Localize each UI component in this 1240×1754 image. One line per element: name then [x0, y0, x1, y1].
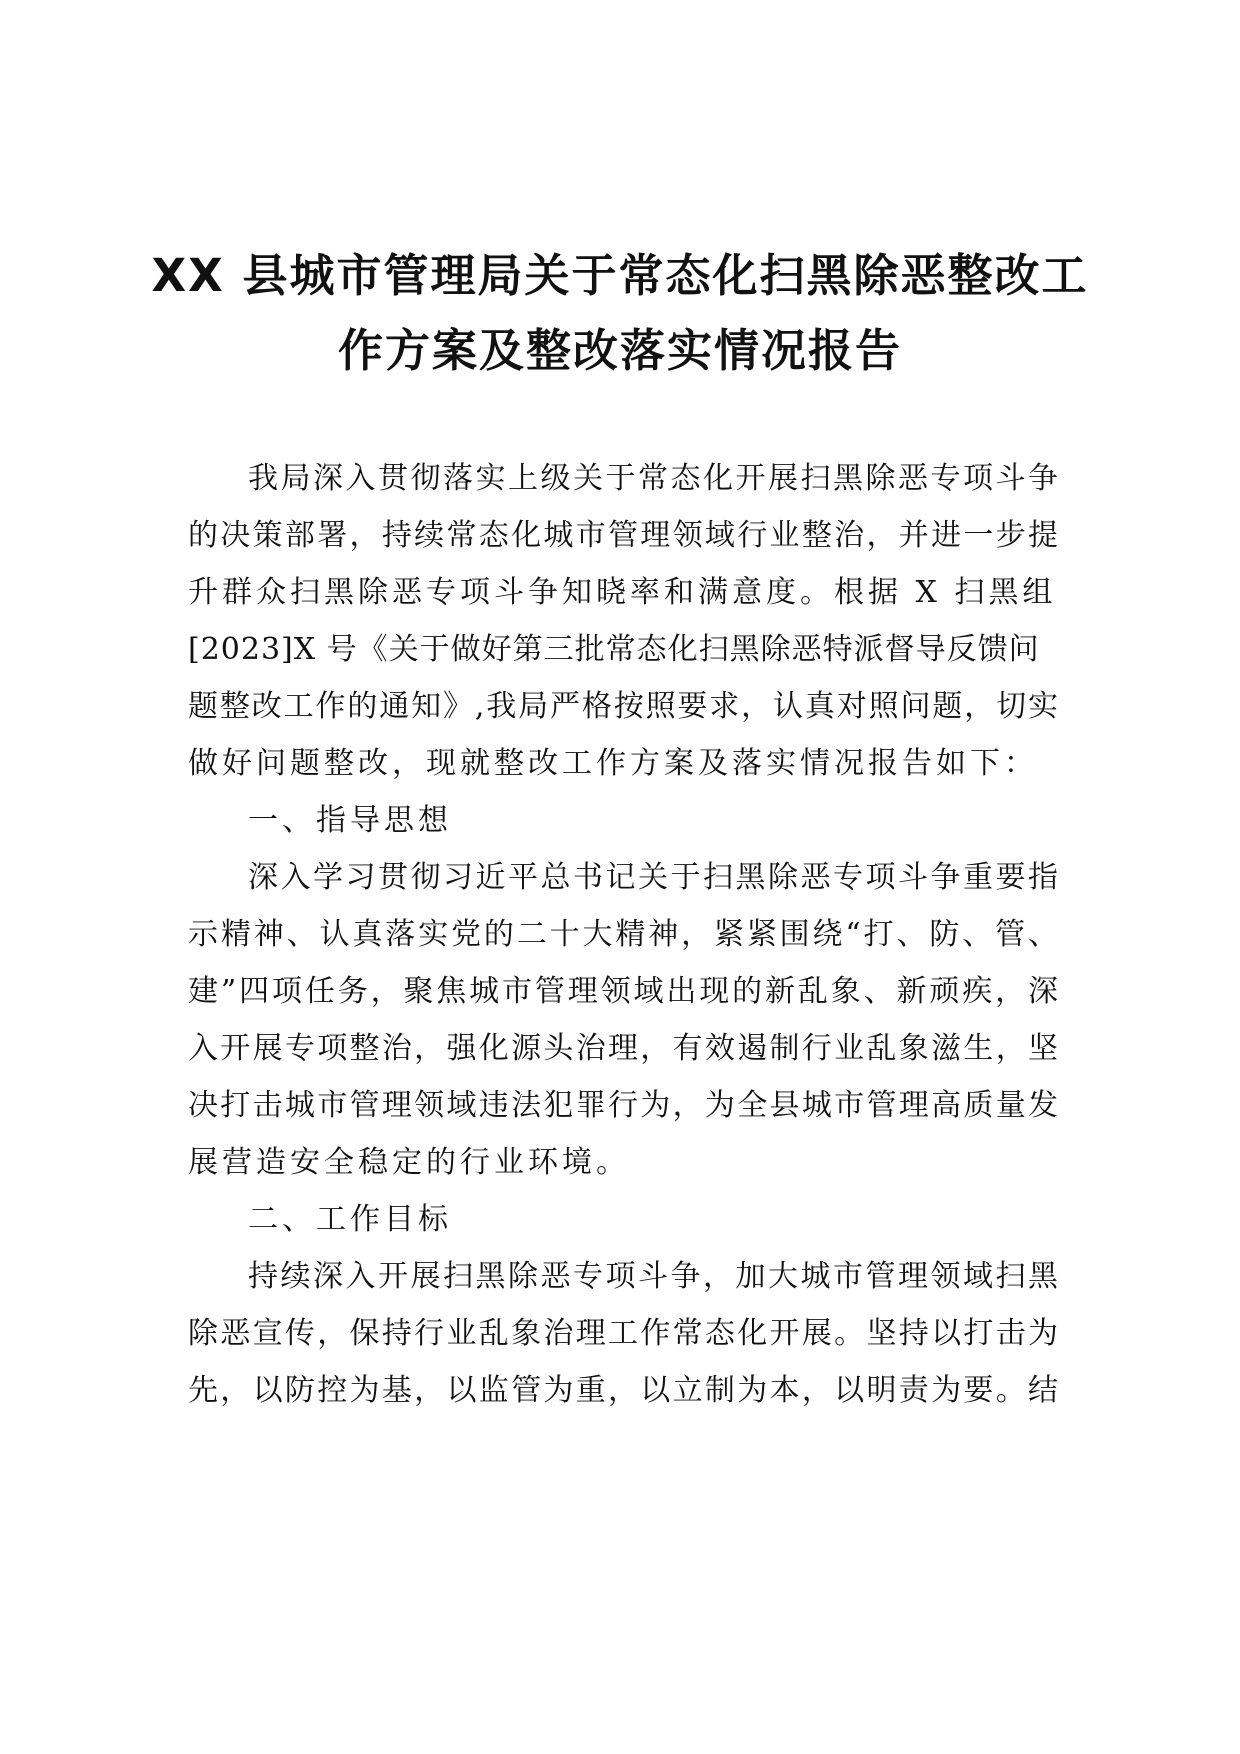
paragraph-line: 示精神、认真落实党的二十大精神，紧紧围绕“打、防、管、	[188, 917, 1058, 952]
paragraph-line: 深入学习贯彻习近平总书记关于扫黑除恶专项斗争重要指	[248, 860, 1058, 895]
paragraph-line: 除恶宣传，保持行业乱象治理工作常态化开展。坚持以打击为	[188, 1316, 1058, 1351]
paragraph-line: 展营造安全稳定的行业环境。	[188, 1145, 630, 1180]
paragraph-line: 入开展专项整治，强化源头治理，有效遏制行业乱象滋生，坚	[188, 1031, 1058, 1066]
section-heading: 二、工作目标	[248, 1202, 452, 1237]
paragraph-line: 持续深入开展扫黑除恶专项斗争，加大城市管理领域扫黑	[248, 1259, 1058, 1294]
paragraph-line: 决打击城市管理领域违法犯罪行为，为全县城市管理高质量发	[188, 1088, 1058, 1123]
paragraph-line: 做好问题整改，现就整改工作方案及落实情况报告如下：	[188, 746, 1038, 781]
title-line-1: XX 县城市管理局关于常态化扫黑除恶整改工	[151, 249, 1089, 302]
section-heading: 一、指导思想	[248, 803, 452, 838]
paragraph-line: 题整改工作的通知》,我局严格按照要求，认真对照问题，切实	[188, 689, 1058, 724]
paragraph-line: 的决策部署，持续常态化城市管理领域行业整治，并进一步提	[188, 518, 1058, 553]
document-body	[188, 450, 1058, 1419]
paragraph-line: 先，以防控为基，以监管为重，以立制为本，以明责为要。结	[188, 1373, 1058, 1408]
paragraph-line: [2023]X 号《关于做好第三批常态化扫黑除恶特派督导反馈问	[188, 632, 1040, 667]
paragraph-line: 升群众扫黑除恶专项斗争知晓率和满意度。根据 X 扫黑组	[188, 575, 1057, 610]
title-line-2: 作方案及整改落实情况报告	[337, 324, 902, 377]
paragraph-line: 我局深入贯彻落实上级关于常态化开展扫黑除恶专项斗争	[248, 461, 1058, 496]
paragraph-line: 建”四项任务，聚焦城市管理领域出现的新乱象、新顽疾，深	[188, 974, 1058, 1009]
document-title	[150, 238, 1090, 388]
